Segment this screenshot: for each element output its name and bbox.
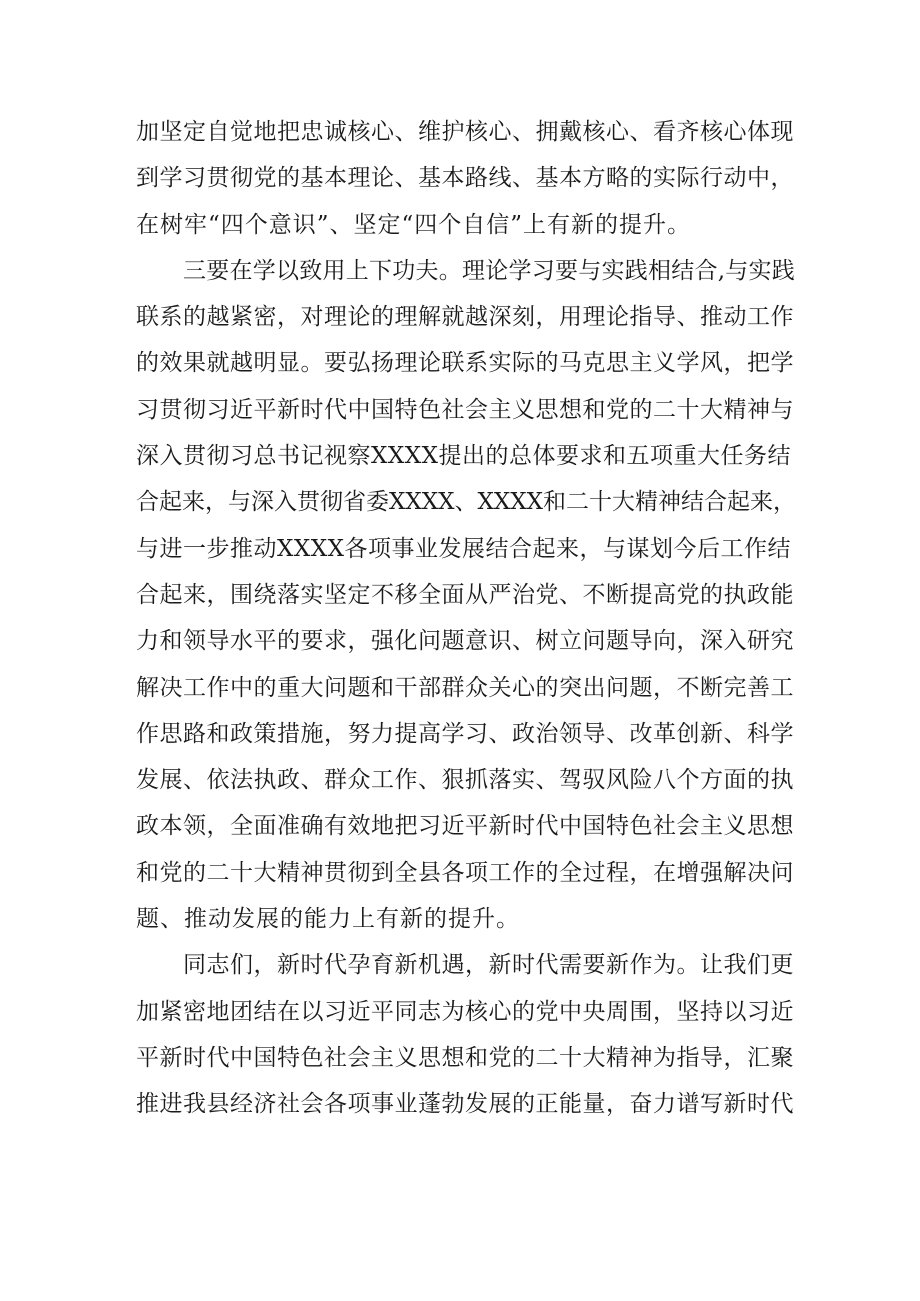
paragraph-closing (136, 942, 796, 1127)
text-line: 在树牢“四个意识”、坚定“四个自信”上有新的提升。 (136, 211, 692, 238)
text-line: 习贯彻习近平新时代中国特色社会主义思想和党的二十大精神与 (136, 396, 794, 423)
text-line: 加紧密地团结在以习近平同志为核心的党中央周围，坚持以习近 (136, 998, 794, 1025)
text-line: 解决工作中的重大问题和干部群众关心的突出问题，不断完善工 (136, 674, 794, 701)
text-line: 推进我县经济社会各项事业蓬勃发展的正能量，奋力谱写新时代 (136, 1091, 794, 1118)
document-body (136, 109, 796, 1128)
text-line: 到学习贯彻党的基本理论、基本路线、基本方略的实际行动中， (136, 165, 794, 192)
text-line: 联系的越紧密，对理论的理解就越深刻，用理论指导、推动工作 (136, 304, 794, 331)
text-line: 的效果就越明显。要弘扬理论联系实际的马克思主义学风，把学 (136, 350, 794, 377)
text-line: 力和领导水平的要求，强化问题意识、树立问题导向，深入研究 (136, 628, 794, 655)
paragraph-point-three (136, 248, 796, 942)
text-line: 合起来，与深入贯彻省委XXXX、XXXX和二十大精神结合起来， (136, 489, 796, 516)
text-line: 发展、依法执政、群众工作、狠抓落实、驾驭风险八个方面的执 (136, 767, 794, 794)
text-line: 和党的二十大精神贯彻到全县各项工作的全过程，在增强解决问 (136, 859, 794, 886)
text-line: 同志们，新时代孕育新机遇，新时代需要新作为。让我们更 (183, 952, 794, 979)
text-line: 政本领，全面准确有效地把习近平新时代中国特色社会主义思想 (136, 813, 794, 840)
paragraph-continuation (136, 109, 796, 248)
text-line: 题、推动发展的能力上有新的提升。 (136, 906, 520, 933)
text-line: 三要在学以致用上下功夫。理论学习要与实践相结合,与实践 (183, 257, 796, 284)
text-line: 平新时代中国特色社会主义思想和党的二十大精神为指导，汇聚 (136, 1044, 794, 1071)
text-line: 与进一步推动XXXX各项事业发展结合起来，与谋划今后工作结 (136, 535, 791, 562)
text-line: 加坚定自觉地把忠诚核心、维护核心、拥戴核心、看齐核心体现 (136, 119, 794, 145)
text-line: 合起来，围绕落实坚定不移全面从严治党、不断提高党的执政能 (136, 581, 794, 608)
text-line: 深入贯彻习总书记视察XXXX提出的总体要求和五项重大任务结 (136, 443, 791, 470)
text-line: 作思路和政策措施，努力提高学习、政治领导、改革创新、科学 (136, 720, 794, 747)
